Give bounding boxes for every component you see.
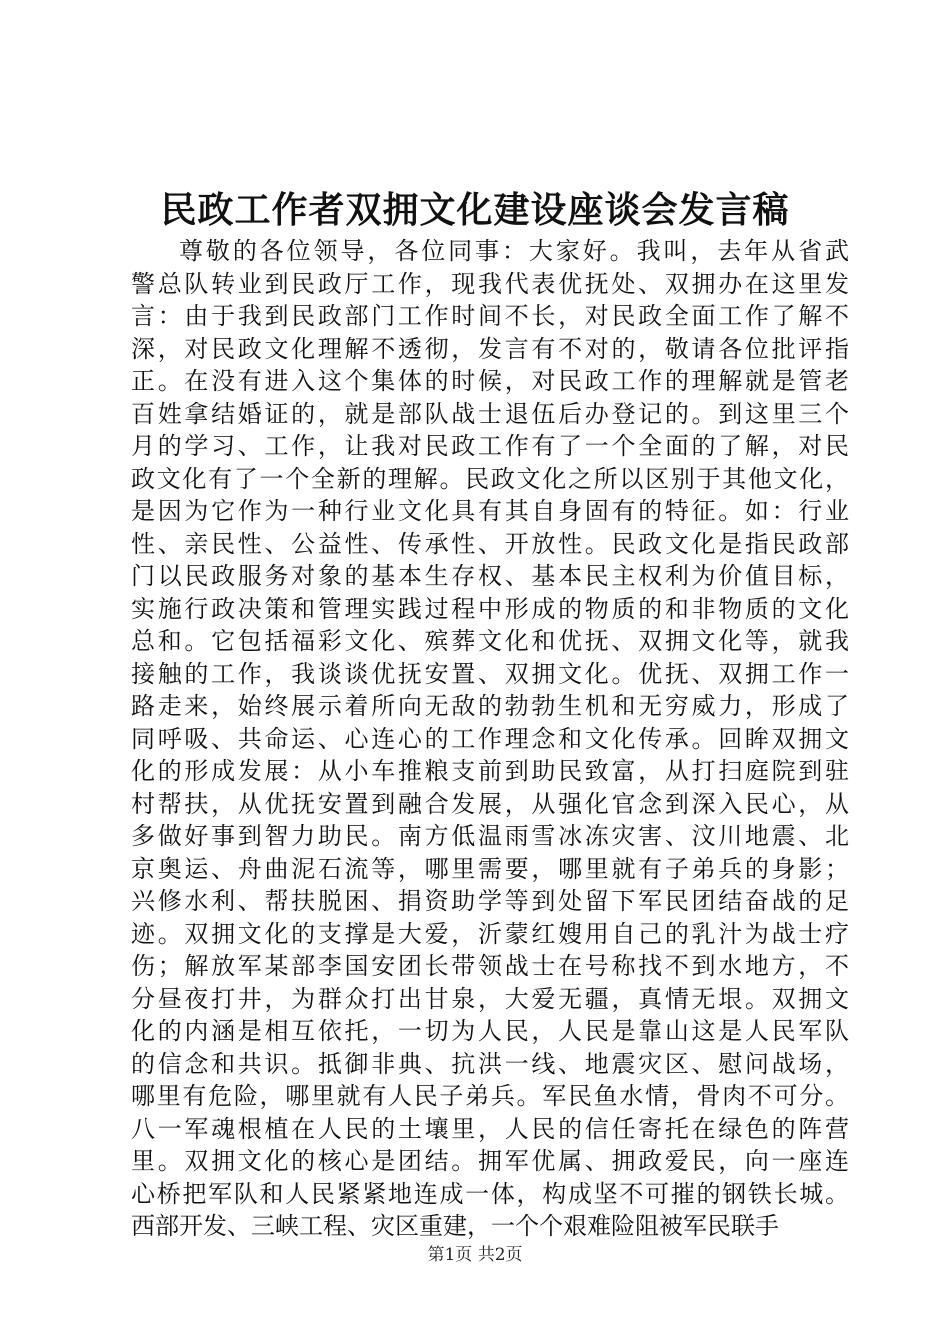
body-line: 的信念和共识。抵御非典、抗洪一线、地震灾区、慰问战场， [131, 1049, 849, 1078]
body-line: 百姓拿结婚证的，就是部队战士退伍后办登记的。到这里三个 [131, 399, 849, 428]
body-line: 接触的工作，我谈谈优抚安置、双拥文化。优抚、双拥工作一 [131, 659, 849, 688]
body-line: 总和。它包括福彩文化、殡葬文化和优抚、双拥文化等，就我 [131, 627, 849, 655]
body-line: 实施行政决策和管理实践过程中形成的物质的和非物质的文化 [131, 594, 849, 623]
body-line: 分昼夜打井，为群众打出甘泉，大爱无疆，真情无垠。双拥文 [131, 984, 849, 1013]
document-body [131, 235, 849, 1243]
body-line: 警总队转业到民政厅工作，现我代表优抚处、双拥办在这里发 [131, 269, 849, 298]
body-line: 化的内涵是相互依托，一切为人民，人民是靠山这是人民军队 [131, 1017, 849, 1045]
body-line: 里。双拥文化的核心是团结。拥军优属、拥政爱民，向一座连 [131, 1147, 849, 1175]
body-line: 月的学习、工作，让我对民政工作有了一个全面的了解，对民 [131, 432, 849, 460]
document-title: 民政工作者双拥文化建设座谈会发言稿 [160, 189, 790, 231]
body-line: 心桥把军队和人民紧紧地连成一体，构成坚不可摧的钢铁长城。 [131, 1179, 849, 1208]
body-line: 路走来，始终展示着所向无敌的勃勃生机和无穷威力，形成了 [131, 692, 849, 720]
body-line: 八一军魂根植在人民的土壤里，人民的信任寄托在绿色的阵营 [131, 1114, 849, 1143]
body-line: 门以民政服务对象的基本生存权、基本民主权利为价值目标， [131, 562, 849, 590]
body-line: 政文化有了一个全新的理解。民政文化之所以区别于其他文化， [131, 464, 849, 493]
body-line: 性、亲民性、公益性、传承性、开放性。民政文化是指民政部 [131, 529, 849, 558]
body-line: 同呼吸、共命运、心连心的工作理念和文化传承。回眸双拥文 [131, 724, 849, 753]
body-line: 正。在没有进入这个集体的时候，对民政工作的理解就是管老 [131, 367, 849, 395]
body-line: 兴修水利、帮扶脱困、捐资助学等到处留下军民团结奋战的足 [131, 887, 849, 915]
body-line: 西部开发、三峡工程、灾区重建，一个个艰难险阻被军民联手 [131, 1212, 779, 1240]
body-line: 化的形成发展：从小车推粮支前到助民致富，从打扫庭院到驻 [131, 757, 849, 785]
body-line: 哪里有危险，哪里就有人民子弟兵。军民鱼水情，骨肉不可分。 [131, 1082, 849, 1110]
body-line: 尊敬的各位领导，各位同事：大家好。我叫，去年从省武 [179, 237, 849, 265]
body-line: 京奥运、舟曲泥石流等，哪里需要，哪里就有子弟兵的身影； [131, 854, 849, 883]
page-footer [0, 1244, 950, 1266]
body-line: 深，对民政文化理解不透彻，发言有不对的，敬请各位批评指 [131, 334, 849, 363]
body-line: 伤；解放军某部李国安团长带领战士在号称找不到水地方，不 [131, 952, 849, 980]
page-indicator: 第1页 共2页 [427, 1245, 523, 1265]
body-line: 是因为它作为一种行业文化具有其自身固有的特征。如：行业 [131, 497, 849, 525]
body-line: 多做好事到智力助民。南方低温雨雪冰冻灾害、汶川地震、北 [131, 822, 849, 850]
body-line: 村帮扶，从优抚安置到融合发展，从强化官念到深入民心，从 [131, 789, 849, 818]
body-line: 迹。双拥文化的支撑是大爱，沂蒙红嫂用自己的乳汁为战士疗 [131, 919, 849, 948]
body-line: 言：由于我到民政部门工作时间不长，对民政全面工作了解不 [131, 302, 849, 330]
